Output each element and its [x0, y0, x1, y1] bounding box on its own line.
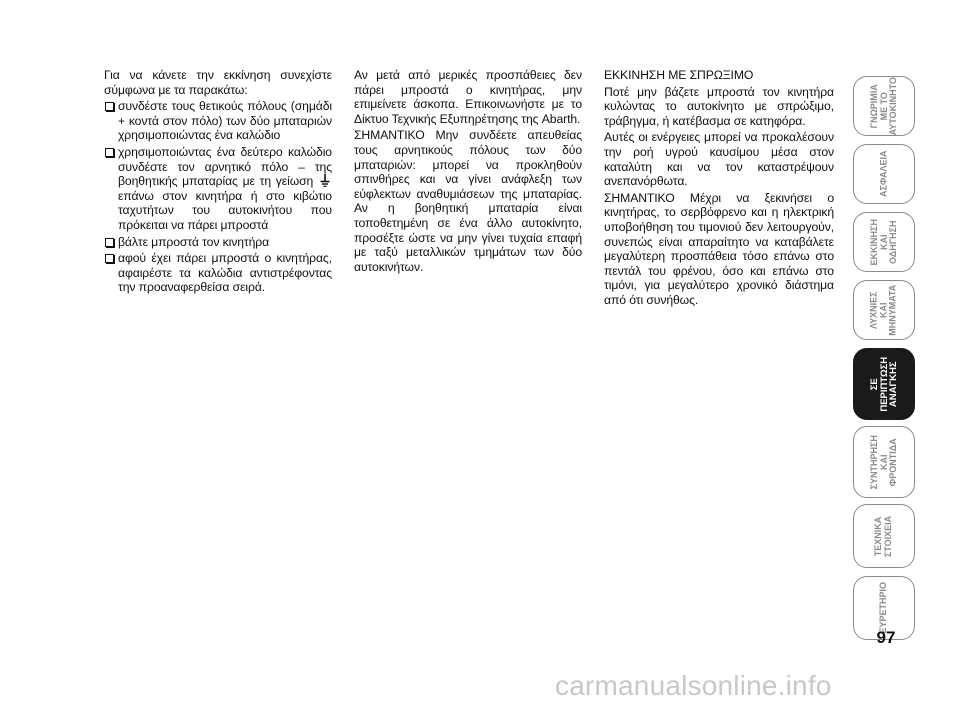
important-note: ΣΗΜΑΝΤΙΚΟ Μέχρι να ξεκινήσει ο κινητήρας, το σερβόφρενο και η ηλεκτρική υποβοήθηση του τιμονιού δεν λειτουργούν, συνεπώς είναι απαραίτητο να καταβάλετε μεγαλύτερη προσπάθεια τόσο επάνω στο πεντάλ του φρένου, όσο και επάνω στο τιμόνι, για μεγαλύτερο χρονικό διάστημα από ότι συνήθως. — [604, 190, 834, 307]
list-item — [104, 251, 332, 295]
intro-paragraph: Για να κάνετε την εκκίνηση συνεχίστε σύμφωνα με τα παρακάτω: — [104, 68, 332, 97]
list-item-text: συνδέστε τους θετικούς πόλους (σημάδι + κοντά στον πόλο) των δύο μπαταριών χρησιμοποιώντας ένα καλώδιο — [118, 99, 332, 143]
tab-maintenance[interactable]: ΣΥΝΤΗΡΗΣΗ ΚΑΙ ΦΡΟΝΤΙΔΑ — [853, 426, 915, 498]
checkbox-bullet-icon — [105, 254, 114, 263]
ground-symbol-icon — [320, 174, 330, 187]
important-note: ΣΗΜΑΝΤΙΚΟ Μην συνδέετε απευθείας τους αρνητικούς πόλους των δύο μπαταριών: μπορεί να προκληθούν σπινθήρες και να γίνει ανάφλεξη των εύφλεκτων αναθυμιάσεων της μπαταρίας. Αν η βοηθητική μπαταρία είναι τοποθετημένη σε ένα άλλο αυτοκίνητο, προσέξτε ώστε να μην γίνει τυχαία επαφή με ταξύ μεταλλικών τμημάτων των δύο αυτοκινήτων. — [354, 128, 582, 274]
watermark: carmanualsonline.info — [555, 670, 832, 701]
section-heading: ΕΚΚΙΝΗΣΗ ΜΕ ΣΠΡΩΞΙΜΟ — [604, 68, 754, 82]
tab-knowing-the-car[interactable]: ΓΝΩΡΙΜΙΑ ΜΕ ΤΟ ΑΥΤΟΚΙΝΗΤΟ — [853, 76, 915, 136]
tab-in-emergency[interactable]: ΣΕ ΠΕΡΙΠΤΩΣΗ ΑΝΑΓΚΗΣ — [853, 348, 915, 420]
tab-safety[interactable]: ΑΣΦΑΛΕΙΑ — [853, 144, 915, 204]
checkbox-bullet-icon — [105, 148, 114, 157]
checkbox-bullet-icon — [105, 238, 114, 247]
list-item — [104, 99, 332, 143]
list-item-text: επάνω στον κινητήρα ή στο κιβώτιο ταχυτήτων του αυτοκινήτου που πρόκειται να πάρει μπροστά — [118, 188, 332, 232]
paragraph: Ποτέ μην βάζετε μπροστά τον κινητήρα κυλώντας το αυτοκίνητο με σπρώξιμο, τράβηγμα, ή κατέβασμα σε κατηφόρα. — [604, 84, 834, 128]
list-item-text: χρησιμοποιώντας ένα δεύτερο καλώδιο συνδέστε τον αρνητικό πόλο – της βοηθητικής μπαταρίας με τη γείωση — [118, 144, 332, 189]
tab-starting-and-driving[interactable]: ΕΚΚΙΝΗΣΗ ΚΑΙ ΟΔΗΓΗΣΗ — [853, 212, 915, 272]
paragraph: Αυτές οι ενέργειες μπορεί να προκαλέσουν την ροή υγρού καυσίμου μέσα στον καταλύτη και να τον καταστρέψουν ανεπανόρθωτα. — [604, 130, 834, 189]
checkbox-bullet-icon — [105, 102, 114, 111]
text-column-3 — [604, 68, 834, 310]
list-item-text: αφού έχει πάρει μπροστά ο κινητήρας, αφαιρέστε τα καλώδια αντιστρέφοντας την προαναφερθείσα σειρά. — [118, 251, 332, 295]
list-item — [104, 235, 332, 250]
tab-technical-data[interactable]: ΤΕΧΝΙΚΑ ΣΤΟΙΧΕΙΑ — [853, 504, 915, 568]
tab-warning-lights[interactable]: ΛΥΧΝΙΕΣ ΚΑΙ ΜΗΝΥΜΑΤΑ — [853, 280, 915, 340]
page-number: 97 — [876, 628, 896, 647]
paragraph: Αν μετά από μερικές προσπάθειες δεν πάρει μπροστά ο κινητήρας, μην επιμείνετε άσκοπα. Επικοινωνήστε με το Δίκτυο Τεχνικής Εξυπηρέτησης της Abarth. — [354, 68, 582, 126]
tab-index[interactable]: ΕΥΡΕΤΗΡΙΟ — [853, 576, 915, 640]
text-column-1 — [104, 68, 332, 297]
text-column-2 — [354, 68, 582, 276]
list-item-text: βάλτε μπροστά τον κινητήρα — [118, 234, 270, 249]
list-item — [104, 145, 332, 233]
